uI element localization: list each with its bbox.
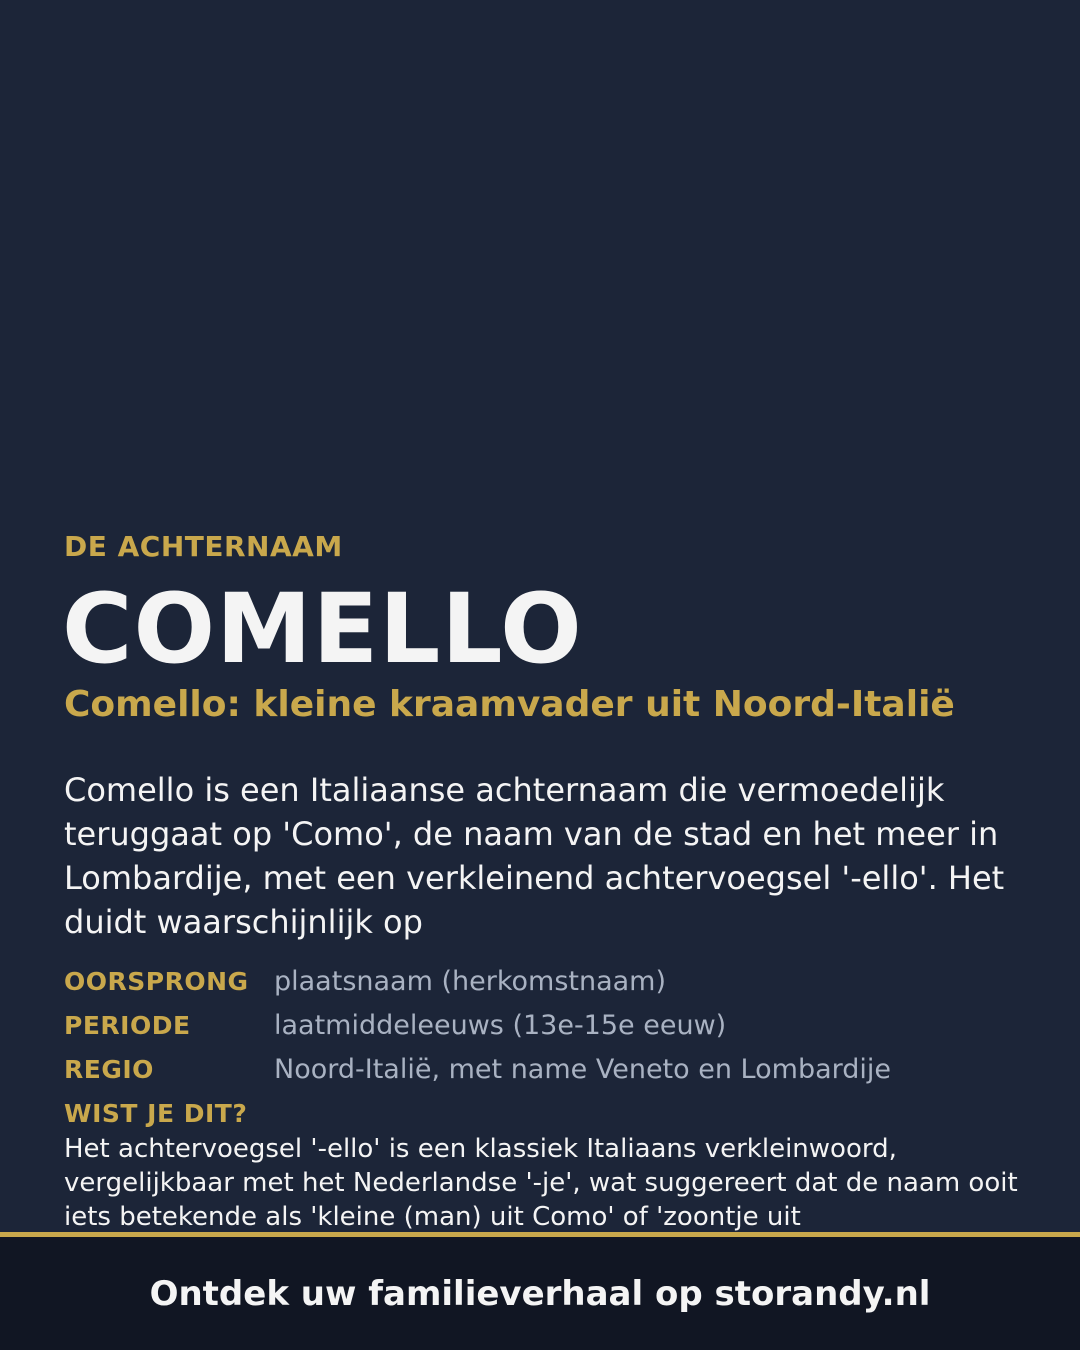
fact-value: laatmiddeleeuws (13e-15e eeuw): [274, 1010, 727, 1041]
fact-value: Noord-Italië, met name Veneto en Lombardije: [274, 1054, 892, 1085]
fact-row-region: [64, 1050, 1024, 1094]
footer-bar: [0, 1237, 1080, 1350]
fact-label: PERIODE: [64, 1011, 191, 1040]
fact-row-origin: [64, 962, 1024, 1006]
did-you-know-title: WIST JE DIT?: [64, 1099, 248, 1128]
eyebrow-label: DE ACHTERNAAM: [64, 530, 343, 563]
footer-cta-link[interactable]: Ontdek uw familieverhaal op storandy.nl: [149, 1273, 931, 1314]
subtitle: Comello: kleine kraamvader uit Noord-Italië: [64, 684, 955, 725]
fact-value: plaatsnaam (herkomstnaam): [274, 966, 667, 997]
fact-label: REGIO: [64, 1055, 154, 1084]
did-you-know-text: Het achtervoegsel '-ello' is een klassiek Italiaans verkleinwoord, vergelijkbaar met het Nederlandse '-je', wat suggereert dat de naam ooit iets betekende als 'kleine (man) uit Como' of 'zoontje uit: [64, 1134, 1018, 1232]
did-you-know-container: [64, 1132, 1024, 1234]
facts-list: [64, 962, 1024, 1094]
surname-title: COMELLO: [62, 573, 583, 685]
intro-text: Comello is een Italiaanse achternaam die vermoedelijk teruggaat op 'Como', de naam van de stad en het meer in Lombardije, met een verkleinend achtervoegsel '-ello'. Het duidt waarschijnlijk op: [64, 771, 1005, 941]
fact-row-period: [64, 1006, 1024, 1050]
fact-label: OORSPRONG: [64, 967, 249, 996]
intro-container: [64, 768, 1024, 946]
